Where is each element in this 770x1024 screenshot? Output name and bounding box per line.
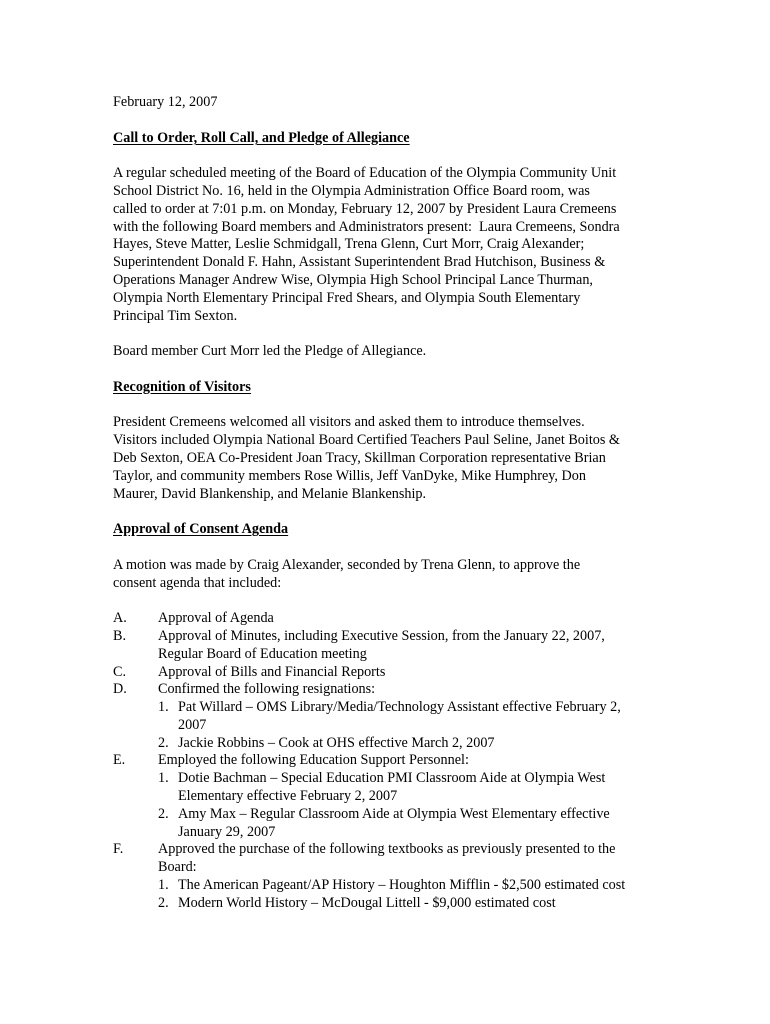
paragraph-line: Taylor, and community members Rose Willis, Jeff VanDyke, Mike Humphrey, Don bbox=[113, 467, 586, 484]
paragraph-line: Hayes, Steve Matter, Leslie Schmidgall, Trena Glenn, Curt Morr, Craig Alexander; bbox=[113, 236, 585, 253]
paragraph-line: School District No. 16, held in the Olympia Administration Office Board room, was bbox=[113, 182, 590, 199]
sub-item-text: Jackie Robbins – Cook at OHS effective March 2, 2007 bbox=[178, 734, 495, 751]
paragraph-line: Superintendent Donald F. Hahn, Assistant Superintendent Brad Hutchison, Business & bbox=[113, 254, 606, 271]
sub-item-d-1 bbox=[113, 699, 673, 717]
document-page bbox=[113, 94, 673, 913]
paragraph-line: Deb Sexton, OEA Co-President Joan Tracy, Skillman Corporation representative Brian bbox=[113, 449, 606, 466]
paragraph-line: called to order at 7:01 p.m. on Monday, February 12, 2007 by President Laura Cremeens bbox=[113, 200, 617, 217]
sub-item-d-2 bbox=[113, 735, 673, 753]
paragraph-line: President Cremeens welcomed all visitors and asked them to introduce themselves. bbox=[113, 414, 585, 431]
list-letter: E. bbox=[113, 752, 126, 769]
meeting-date: February 12, 2007 bbox=[113, 94, 218, 110]
list-item-a bbox=[113, 610, 673, 628]
list-letter: F. bbox=[113, 841, 124, 858]
list-item-f-continued bbox=[113, 859, 673, 877]
sub-item-text: Amy Max – Regular Classroom Aide at Olympia West Elementary effective bbox=[178, 805, 610, 822]
sub-item-text: 2007 bbox=[178, 716, 207, 733]
list-letter: A. bbox=[113, 610, 127, 627]
sub-item-number: 1. bbox=[158, 699, 169, 716]
sub-item-number: 2. bbox=[158, 805, 169, 822]
sub-item-e-2-continued bbox=[113, 824, 673, 842]
paragraph-line: Maurer, David Blankenship, and Melanie Blankenship. bbox=[113, 485, 427, 502]
paragraph-line: consent agenda that included: bbox=[113, 574, 282, 591]
sub-item-text: Pat Willard – OMS Library/Media/Technology Assistant effective February 2, bbox=[178, 699, 621, 716]
sub-item-e-2 bbox=[113, 806, 673, 824]
list-letter: C. bbox=[113, 663, 127, 680]
sub-item-text: Elementary effective February 2, 2007 bbox=[178, 788, 398, 805]
sub-item-d-1-continued bbox=[113, 717, 673, 735]
paragraph-line: with the following Board members and Administrators present: Laura Cremeens, Sondra bbox=[113, 218, 620, 235]
list-item-text: Approval of Bills and Financial Reports bbox=[158, 663, 386, 680]
paragraph-line: Principal Tim Sexton. bbox=[113, 307, 238, 324]
list-item-text: Confirmed the following resignations: bbox=[158, 681, 376, 698]
paragraph-line: A motion was made by Craig Alexander, seconded by Trena Glenn, to approve the bbox=[113, 556, 581, 573]
sub-item-text: Modern World History – McDougal Littell - $9,000 estimated cost bbox=[178, 894, 556, 911]
list-item-f bbox=[113, 841, 673, 859]
sub-item-number: 1. bbox=[158, 770, 169, 787]
sub-item-f-2 bbox=[113, 895, 673, 913]
pledge-paragraph: Board member Curt Morr led the Pledge of Allegiance. bbox=[113, 343, 427, 360]
sub-item-number: 2. bbox=[158, 734, 169, 751]
sub-item-number: 1. bbox=[158, 877, 169, 894]
paragraph-line: Operations Manager Andrew Wise, Olympia High School Principal Lance Thurman, bbox=[113, 271, 593, 288]
consent-intro-paragraph bbox=[113, 557, 673, 593]
list-item-b bbox=[113, 628, 673, 646]
call-to-order-paragraph bbox=[113, 165, 673, 325]
sub-item-text: January 29, 2007 bbox=[178, 823, 276, 840]
visitors-paragraph bbox=[113, 414, 673, 503]
paragraph-line: Olympia North Elementary Principal Fred Shears, and Olympia South Elementary bbox=[113, 289, 581, 306]
sub-item-e-1 bbox=[113, 770, 673, 788]
heading-approval-of-consent-agenda: Approval of Consent Agenda bbox=[113, 521, 289, 538]
heading-call-to-order: Call to Order, Roll Call, and Pledge of Allegiance bbox=[113, 129, 410, 146]
list-item-text: Board: bbox=[158, 859, 197, 876]
heading-recognition-of-visitors: Recognition of Visitors bbox=[113, 378, 251, 395]
list-item-text: Approval of Minutes, including Executive Session, from the January 22, 2007, bbox=[158, 627, 605, 644]
list-item-b-continued bbox=[113, 646, 673, 664]
paragraph-line: A regular scheduled meeting of the Board of Education of the Olympia Community Unit bbox=[113, 165, 617, 182]
list-item-c bbox=[113, 664, 673, 682]
paragraph-line: Visitors included Olympia National Board Certified Teachers Paul Seline, Janet Boitos & bbox=[113, 432, 620, 449]
consent-agenda-list bbox=[113, 610, 673, 913]
sub-item-f-1 bbox=[113, 877, 673, 895]
list-item-text: Approval of Agenda bbox=[158, 610, 274, 627]
sub-item-e-1-continued bbox=[113, 788, 673, 806]
sub-item-text: Dotie Bachman – Special Education PMI Classroom Aide at Olympia West bbox=[178, 770, 606, 787]
list-item-text: Employed the following Education Support Personnel: bbox=[158, 752, 469, 769]
list-letter: B. bbox=[113, 627, 127, 644]
sub-item-text: The American Pageant/AP History – Houghton Mifflin - $2,500 estimated cost bbox=[178, 877, 626, 894]
list-letter: D. bbox=[113, 681, 127, 698]
list-item-text: Regular Board of Education meeting bbox=[158, 645, 367, 662]
list-item-text: Approved the purchase of the following textbooks as previously presented to the bbox=[158, 841, 616, 858]
sub-item-number: 2. bbox=[158, 894, 169, 911]
list-item-e bbox=[113, 752, 673, 770]
list-item-d bbox=[113, 681, 673, 699]
